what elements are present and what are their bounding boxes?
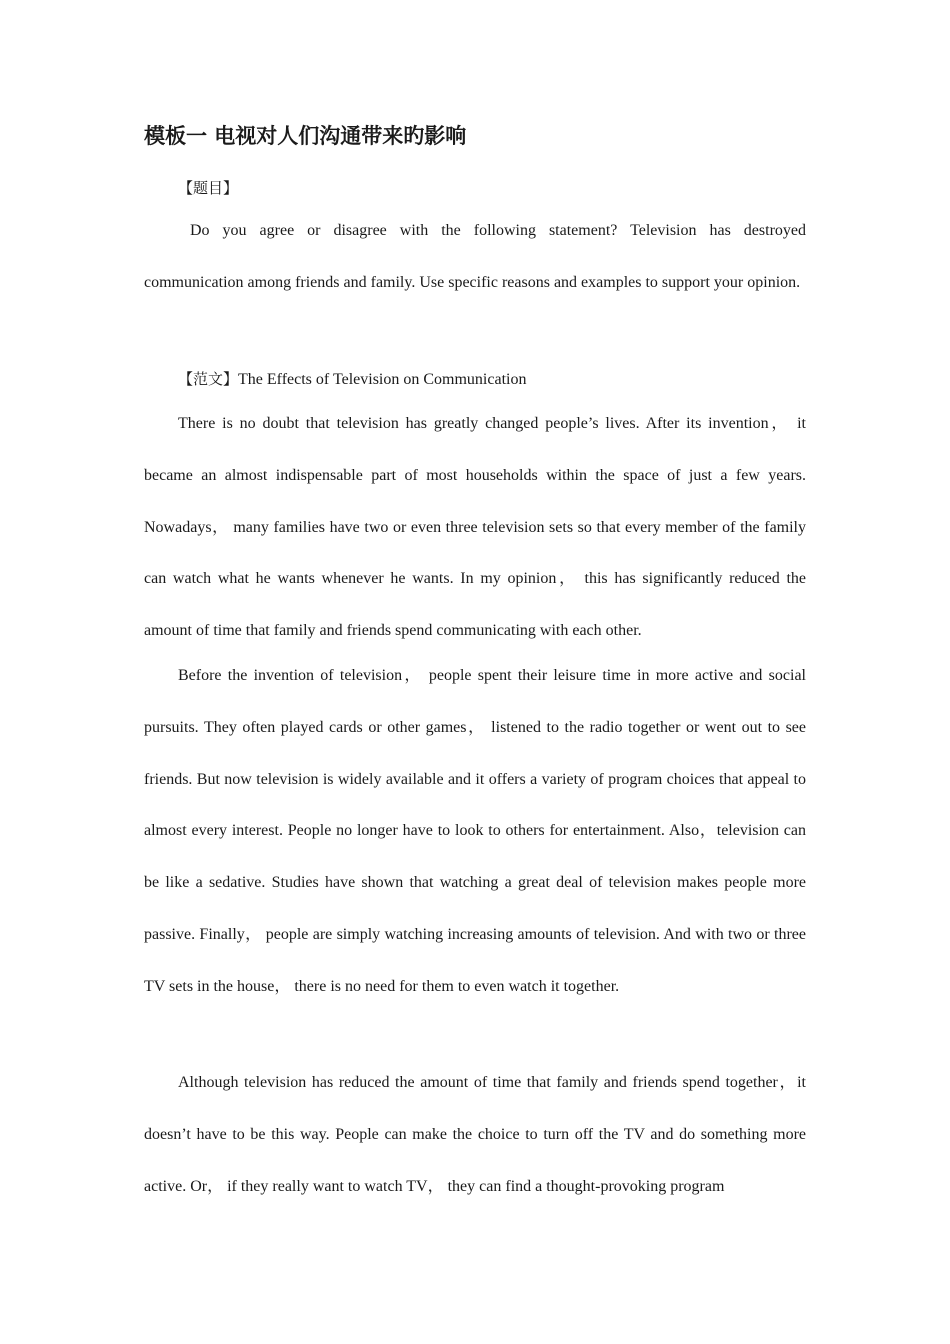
essay-label: 【范文】 bbox=[178, 370, 239, 388]
prompt-label-text: 【题目】 bbox=[178, 179, 239, 197]
essay-heading bbox=[178, 367, 526, 392]
essay-paragraph-2: Before the invention of television， people spent their leisure time in more active and social pursuits. They often played cards or other games， listened to the radio together or went out to see friends. But now television is widely available and it offers a variety of program choices that appeal to almost every interest. People no longer have to look to others for entertainment. Also，television can be like a sedative. Studies have shown that watching a great deal of television makes people more passive. Finally， people are simply watching increasing amounts of television. And with two or three TV sets in the house， there is no need for them to even watch it together. bbox=[144, 667, 806, 995]
essay-paragraph-3: Although television has reduced the amount of time that family and friends spend together，it doesn’t have to be this way. People can make the choice to turn off the TV and do something more active. Or， if they really want to watch TV， they can find a thought-provoking program bbox=[144, 1074, 806, 1195]
essay-title: The Effects of Television on Communication bbox=[238, 371, 527, 388]
essay-paragraph-1: There is no doubt that television has greatly changed people’s lives. After its invention， it became an almost indispensable part of most households within the space of just a few years. Nowadays， many families have two or even three television sets so that every member of the family can watch what he wants whenever he wants. In my opinion， this has significantly reduced the amount of time that family and friends spend communicating with each other. bbox=[144, 415, 807, 640]
prompt-paragraph: Do you agree or disagree with the following statement? Television has destroyed communication among friends and family. Use specific reasons and examples to support your opinion. bbox=[144, 222, 806, 291]
prompt-label bbox=[178, 176, 238, 201]
page-title: 模板一 电视对人们沟通带来旳影响 bbox=[144, 124, 467, 148]
document-page bbox=[144, 0, 806, 1344]
